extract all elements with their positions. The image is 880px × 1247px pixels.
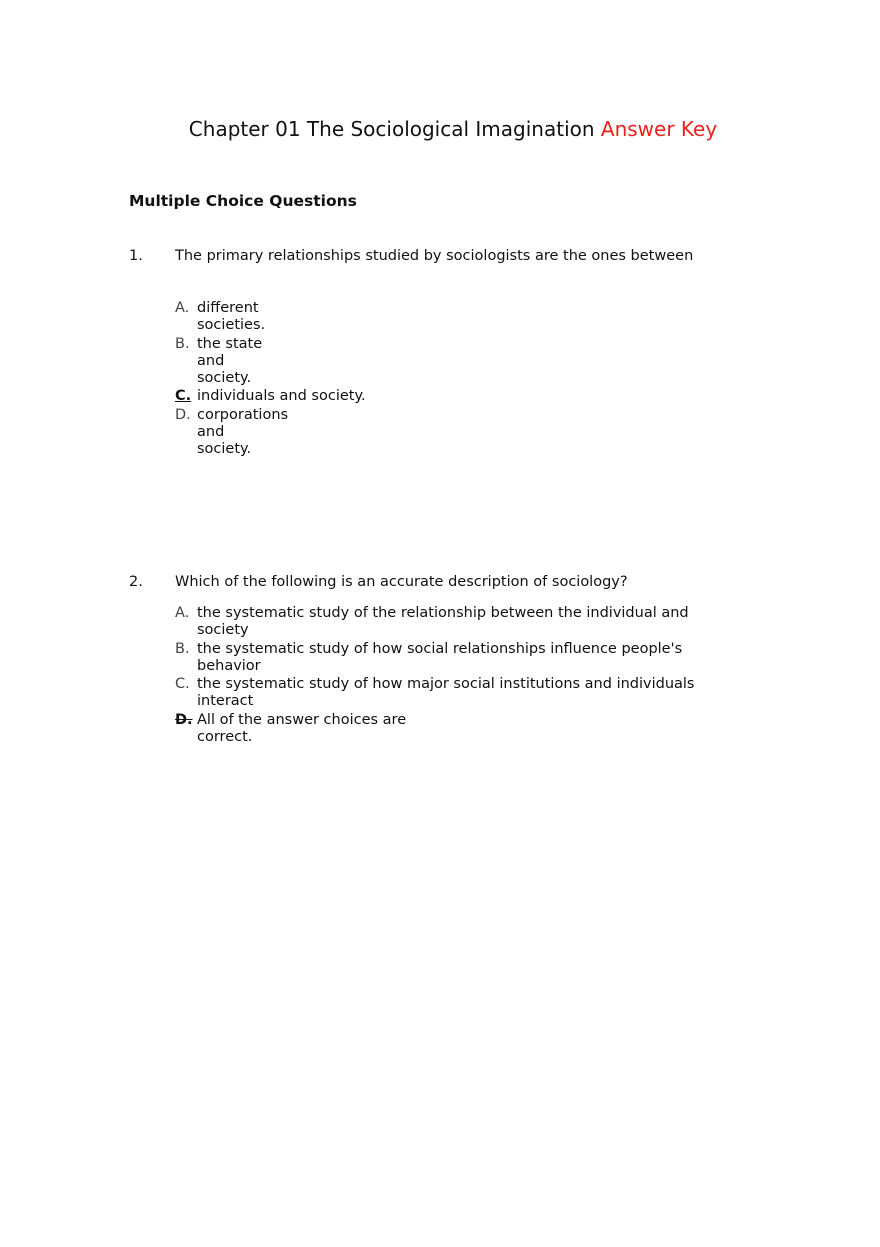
answer-option-a [175, 300, 277, 334]
option-letter: A. [175, 300, 190, 316]
option-letter: C. [175, 676, 190, 692]
answer-options [175, 300, 405, 459]
section-heading: Multiple Choice Questions [129, 192, 357, 210]
answer-option-d [175, 406, 289, 458]
question-number: 1. [129, 248, 143, 264]
option-text: the state and society. [197, 335, 263, 386]
option-text: individuals and society. [197, 388, 366, 404]
correct-answer-mark: D. [175, 711, 193, 728]
answer-option-b [175, 641, 700, 675]
option-text: different societies. [197, 300, 266, 333]
answer-option-c [175, 676, 700, 710]
answer-option-a [175, 605, 700, 639]
question-text: Which of the following is an accurate description of sociology? [175, 574, 628, 590]
page-title [0, 117, 880, 141]
option-letter: A. [175, 605, 190, 621]
option-text: the systematic study of the relationship between the individual and society [197, 605, 689, 638]
question-text: The primary relationships studied by sociologists are the ones between [175, 248, 694, 264]
option-letter: D. [175, 406, 191, 423]
correct-answer-mark: C. [175, 388, 192, 404]
title-main: Chapter 01 The Sociological Imagination [188, 117, 595, 141]
title-answer-key: Answer Key [600, 117, 718, 141]
answer-option-d-correct [175, 712, 417, 746]
option-text: the systematic study of how social relationships influence people's behavior [197, 640, 683, 674]
option-text: All of the answer choices are correct. [197, 711, 407, 745]
option-letter: B. [175, 335, 190, 352]
answer-option-b [175, 336, 277, 387]
option-text: the systematic study of how major social institutions and individuals interact [197, 676, 695, 709]
option-text: corporations and society. [197, 406, 289, 457]
answer-option-c-correct [175, 388, 405, 405]
option-letter: B. [175, 640, 190, 657]
question-number: 2. [129, 574, 143, 590]
answer-options [175, 605, 700, 747]
